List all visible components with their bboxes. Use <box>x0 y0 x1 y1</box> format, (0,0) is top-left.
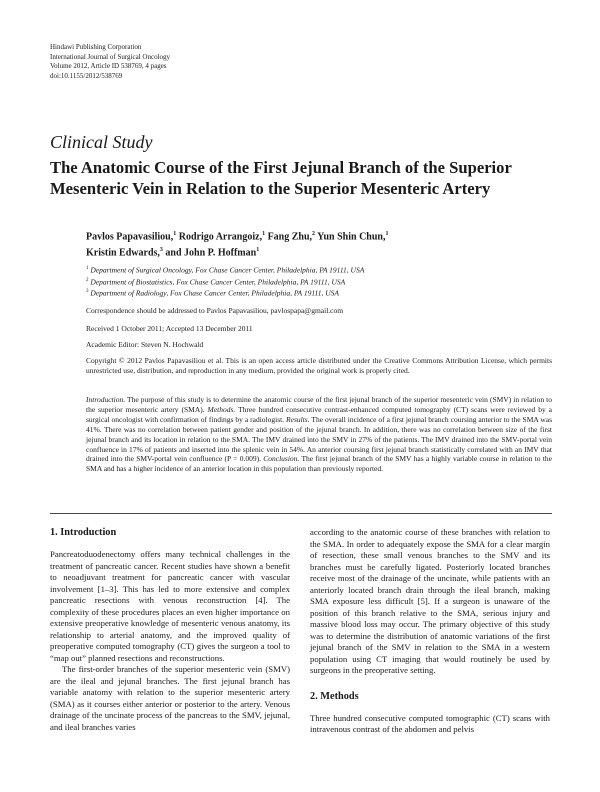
author-list <box>86 228 556 260</box>
affiliation-mark: 1 <box>385 231 389 237</box>
author-name: Kristin Edwards, <box>86 247 160 259</box>
correspondence: Correspondence should be addressed to Pavlos Papavasiliou, pavlospapa@gmail.com <box>86 306 344 315</box>
affiliation-mark: 1 <box>173 231 177 237</box>
column-right <box>310 527 550 736</box>
abstract-text: The first jejunal branch of the SMV has a highly variable course in relation to the SMA and has a higher incidence of an anterior location in this population than previously reported. <box>86 454 552 474</box>
abstract-text: Three hundred consecutive contrast-enhanced computed tomography (CT) scans were reviewed by a surgical oncologist with confirmation of findings by a radiologist. <box>86 404 552 424</box>
section-heading: 1. Introduction <box>50 527 117 538</box>
abstract-text: The overall incidence of a first jejunal branch coursing anterior to the SMA was 41%. There was no correlation between patient gender and position of the jejunal branch. In addition, there was no correlation between size of the first jejunal branch and its location in relation to the SMA. The IMV drained into the SMV in 27% of the patients. The IMV drained into the SMV-portal vein confluence in 17% of patients and inserted into the splenic vein in 54%. An anterior coursing first jejunal branch statistically correlated with an IMV that drained into the SMV-portal vein confluence (P = 0.009). <box>86 414 552 464</box>
author-name: Fang Zhu, <box>265 231 313 243</box>
abstract-label: Introduction. <box>86 395 126 404</box>
affiliation-mark: 1 <box>262 231 266 237</box>
affiliation-text: Department of Biostatistics, Fox Chase Cancer Center, Philadelphia, PA 19111, USA <box>88 277 346 287</box>
author-name: Pavlos Papavasiliou, <box>86 231 174 243</box>
abstract <box>86 395 552 474</box>
abstract-label: Conclusion. <box>263 454 300 464</box>
author-name: Yun Shin Chun, <box>315 231 386 243</box>
volume-info: Volume 2012, Article ID 538769, 4 pages <box>50 62 167 71</box>
affiliation-list <box>86 264 364 299</box>
paragraph: according to the anatomic course of these branches with relation to the SMA. In order to adequately expose the SMA for a clear margin of resection, these small venous branches to the SMV and its branches must be carefully ligated. Posteriorly located branches receive most of the drainage of the uncinate, while patients with an anteriorly located branch drain through the ileal branch, making SMA exposure less difficult [5]. If a surgeon is unaware of the position of this branch relative to the SMA, serious injury and massive blood loss may occur. The primary objective of this study was to determine the distribution of anatomic variations of the first jejunal branch of the SMV in relation to the SMA in a western population using CT imaging that would routinely be used by surgeons in the preoperative setting. <box>310 527 550 675</box>
affiliation-number: 1 <box>86 266 89 271</box>
author-name: and John P. Hoffman <box>162 247 257 259</box>
affiliation-number: 2 <box>86 277 89 283</box>
journal-name: International Journal of Surgical Oncology <box>50 52 171 61</box>
affiliation <box>86 276 364 288</box>
abstract-text: The purpose of this study is to determine the anatomic course of the first jejunal branch of the superior mesenteric vein (SMV) in relation to the superior mesenteric artery (SMA). <box>86 395 552 414</box>
paragraph: Pancreatoduodenectomy offers many technical challenges in the treatment of pancreatic cancer. Recent studies have shown a benefit to neoadjuvant treatment for pancreatic cancer with vascular involvement [1–3]. This has led to more extensive and complex pancreatic resections with venous reconstruction [4]. The complexity of these procedures places an even higher importance on extensive preoperative knowledge of mesenteric venous anatomy, its relationship to arterial anatomy, and the improved quality of preoperative computed tomography (CT) gives the surgeon a tool to “map out” planned resections and reconstructions. <box>50 549 290 663</box>
affiliation <box>86 264 364 276</box>
paragraph: The first-order branches of the superior mesenteric vein (SMV) are the ileal and jejunal branches. The first jejunal branch has variable anatomy with relation to the superior mesenteric artery (SMA) as it courses either anterior or posterior to the artery. Venous drainage of the uncinate process of the pancreas to the SMV, jejunal, and ileal branches varies <box>50 664 290 732</box>
affiliation-text: Department of Radiology, Fox Chase Cancer Center, Philadelphia, PA 19111, USA <box>88 288 339 298</box>
publisher-name: Hindawi Publishing Corporation <box>50 43 142 51</box>
paper-title: The Anatomic Course of the First Jejunal Branch of the Superior Mesenteric Vein in Relation to the Superior Mesenteric Artery <box>50 158 512 198</box>
received-dates: Received 1 October 2011; Accepted 13 December 2011 <box>86 324 253 333</box>
affiliation <box>86 287 364 299</box>
academic-editor: Academic Editor: Steven N. Hochwald <box>86 340 204 349</box>
paragraph: Three hundred consecutive computed tomographic (CT) scans with intravenous contrast of the abdomen and pelvis <box>310 712 550 734</box>
abstract-label: Methods. <box>207 404 236 414</box>
copyright-notice: Copyright © 2012 Pavlos Papavasiliou et al. This is an open access article distributed under the Creative Commons Attribution License, which permits unrestricted use, distribution, and reproduction in any medium, provided the original work is properly cited. <box>86 356 552 376</box>
abstract-label: Results. <box>286 414 310 424</box>
doi: doi:10.1155/2012/538769 <box>50 71 123 80</box>
affiliation-mark: 1 <box>256 246 260 253</box>
journal-header <box>50 43 170 81</box>
column-left <box>50 527 290 733</box>
article-type: Clinical Study <box>50 132 153 152</box>
affiliation-text: Department of Surgical Oncology, Fox Chase Cancer Center, Philadelphia, PA 19111, USA <box>88 265 365 275</box>
author-name: Rodrigo Arrangoiz, <box>176 231 263 243</box>
affiliation-mark: 3 <box>159 246 163 253</box>
section-heading: 2. Methods <box>310 690 359 702</box>
affiliation-mark: 2 <box>312 231 316 237</box>
divider <box>50 513 552 514</box>
affiliation-number: 3 <box>86 289 89 295</box>
